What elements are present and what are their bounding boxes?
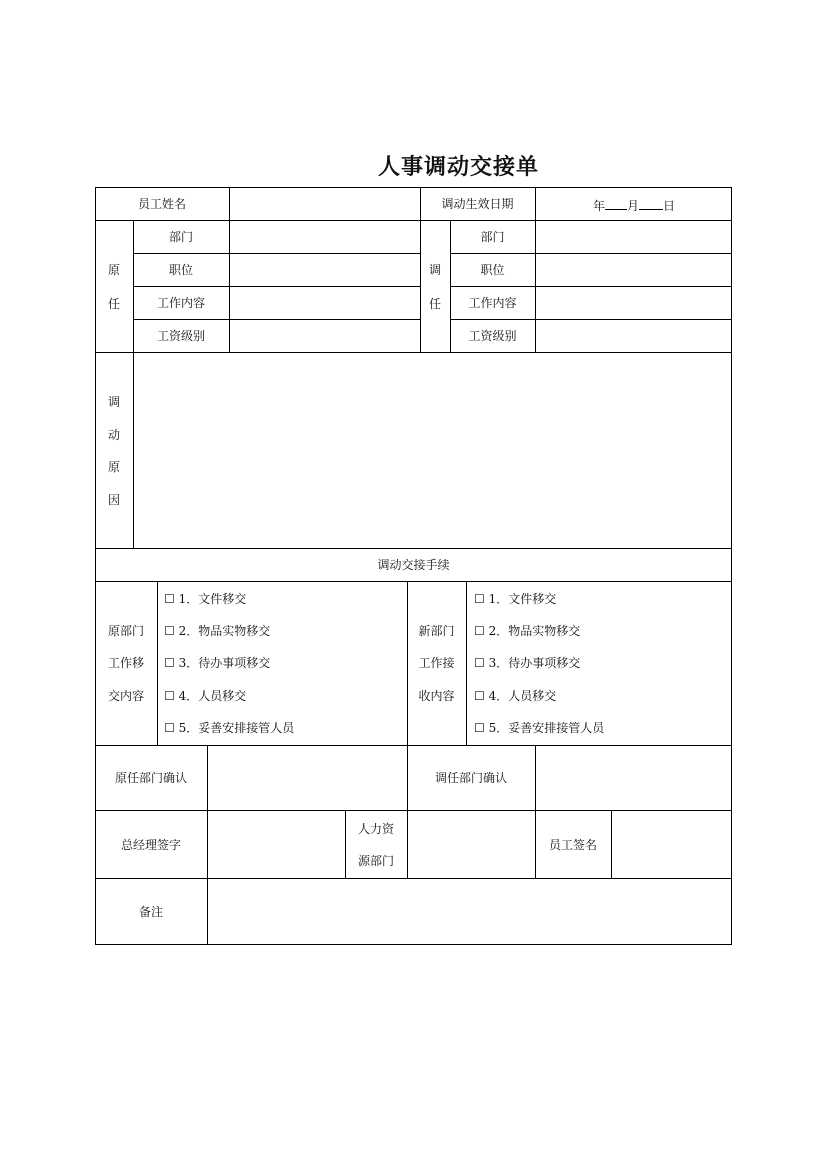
orig-dept-label-line-2: 工作移 [107, 656, 144, 670]
employee-name-label: 员工姓名 [137, 197, 186, 211]
checkbox-icon: ☐ [164, 689, 175, 703]
original-salary-level-label: 工资级别 [156, 329, 205, 343]
gm-sign-label: 总经理签字 [120, 838, 181, 852]
gm-sign-field[interactable] [208, 811, 345, 878]
new-checklist-item-5[interactable]: ☐ 5．妥善安排接管人员 [474, 721, 605, 735]
checkbox-icon: ☐ [474, 592, 485, 606]
new-dept-label-line-3: 收内容 [418, 689, 455, 703]
hr-dept-label-line-2: 源部门 [357, 854, 394, 868]
employee-name-field[interactable] [230, 188, 420, 220]
employee-sign-field[interactable] [612, 811, 732, 878]
effective-date-label: 调动生效日期 [441, 197, 514, 211]
orig-dept-confirm-field[interactable] [208, 746, 407, 810]
orig-checklist-item-4[interactable]: ☐ 4．人员移交 [164, 689, 247, 703]
new-checklist-item-4[interactable]: ☐ 4．人员移交 [474, 689, 557, 703]
original-side-label-2: 任 [107, 297, 120, 311]
checkbox-icon: ☐ [164, 656, 175, 670]
checkbox-icon: ☐ [474, 624, 485, 638]
remarks-field[interactable] [208, 879, 732, 944]
transfer-dept-label: 部门 [480, 230, 505, 244]
page-title: 人事调动交接单 [377, 154, 539, 180]
reason-label-char-4: 因 [107, 493, 120, 507]
date-month: 月 [626, 199, 639, 213]
new-dept-label-line-1: 新部门 [418, 624, 455, 638]
hr-dept-label-line-1: 人力资 [357, 822, 394, 836]
original-position-label: 职位 [168, 263, 193, 277]
procedures-heading: 调动交接手续 [377, 558, 450, 572]
checkbox-icon: ☐ [474, 689, 485, 703]
new-dept-label-line-2: 工作接 [418, 656, 455, 670]
checkbox-icon: ☐ [164, 624, 175, 638]
effective-date-field[interactable] [536, 197, 732, 213]
reason-field[interactable] [134, 353, 731, 548]
checkbox-icon: ☐ [164, 721, 175, 735]
orig-dept-confirm-label: 原任部门确认 [114, 771, 187, 785]
original-side-label-1: 原 [107, 263, 120, 277]
transfer-side-label-2: 任 [428, 297, 441, 311]
new-checklist-item-2[interactable]: ☐ 2．物品实物移交 [474, 624, 581, 638]
checkbox-icon: ☐ [474, 656, 485, 670]
transfer-position-label: 职位 [480, 263, 505, 277]
orig-dept-label-line-1: 原部门 [107, 624, 144, 638]
checkbox-icon: ☐ [474, 721, 485, 735]
hr-dept-field[interactable] [408, 811, 535, 878]
transfer-work-content-label: 工作内容 [468, 296, 517, 310]
date-year: 年 [592, 199, 605, 213]
checkbox-icon: ☐ [164, 592, 175, 606]
orig-dept-label-line-3: 交内容 [107, 689, 144, 703]
remarks-label: 备注 [138, 905, 163, 919]
reason-label-char-3: 原 [107, 460, 120, 474]
orig-checklist-item-5[interactable]: ☐ 5．妥善安排接管人员 [164, 721, 295, 735]
transfer-salary-level-label: 工资级别 [468, 329, 517, 343]
orig-checklist-item-1[interactable]: ☐ 1．文件移交 [164, 592, 247, 606]
date-day: 日 [663, 199, 676, 213]
transfer-side-label-1: 调 [428, 263, 441, 277]
new-dept-confirm-field[interactable] [536, 746, 732, 810]
original-dept-label: 部门 [168, 230, 193, 244]
orig-checklist-item-2[interactable]: ☐ 2．物品实物移交 [164, 624, 271, 638]
orig-checklist-item-3[interactable]: ☐ 3．待办事项移交 [164, 656, 271, 670]
reason-label-char-2: 动 [107, 428, 120, 442]
new-dept-confirm-label: 调任部门确认 [434, 771, 507, 785]
new-checklist-item-1[interactable]: ☐ 1．文件移交 [474, 592, 557, 606]
original-work-content-label: 工作内容 [156, 296, 205, 310]
reason-label-char-1: 调 [107, 395, 120, 409]
new-checklist-item-3[interactable]: ☐ 3．待办事项移交 [474, 656, 581, 670]
employee-sign-label: 员工签名 [548, 838, 597, 852]
